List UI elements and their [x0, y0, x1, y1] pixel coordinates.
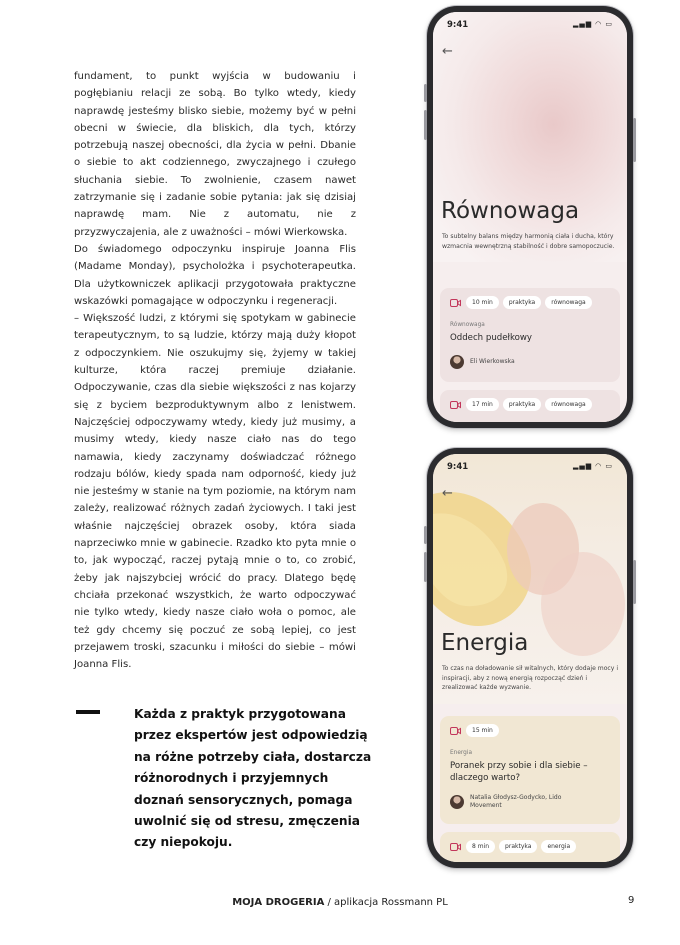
tag-category: energia	[541, 840, 576, 853]
card-author	[450, 355, 590, 369]
practice-card[interactable]	[440, 832, 620, 862]
tag-duration: 15 min	[466, 724, 499, 737]
tag-type: praktyka	[499, 840, 537, 853]
signal-wifi-battery-icon: ▂▄▆ ◠ ▭	[572, 462, 613, 470]
article-paragraph: – Większość ludzi, z którymi się spotykam w gabinecie terapeutycznym, to są ludzie, którzy mają duży kłopot z odpoczynkiem. Nie oszukujmy się, żyjemy w takiej kulturze, która raczej premiuje działanie. Odpoczywanie, czas dla siebie większości z nas kojarzy się z byciem bezproduktywnym albo z lenistwem. Najczęściej odpoczywamy wtedy, kiedy już musimy, a musimy wtedy, kiedy nasze ciało nas do tego namawia, kiedy zaczynamy doświadczać różnego rodzaju bólów, kiedy spada nam odporność, kiedy już nie jesteśmy w stanie na tym poziomie, na którym nam zależy, realizować różnych zadań życiowych. I taki jest właśnie najczęściej obrazek osoby, która siada naprzeciwko mnie w gabinecie. Rzadko kto pyta mnie o to, jak wypocząć, raczej pytają mnie o to, co zrobić, żeby jak najszybciej wrócić do pracy. Dlatego będę chciała przekonać wszystkich, że warto odpoczywać nie tylko wtedy, kiedy nasze ciało woła o pomoc, ale też gdy chcemy się poczuć ze sobą lepiej, co jest przejawem troski, szacunku i miłości do siebie – mówi Joanna Flis.	[74, 313, 356, 671]
card-title: Oddech pudełkowy	[450, 333, 532, 343]
page-footer	[0, 897, 680, 908]
status-time: 9:41	[447, 20, 469, 30]
phone-side-button	[424, 552, 427, 582]
video-icon	[448, 399, 462, 411]
video-icon	[448, 725, 462, 737]
signal-wifi-battery-icon: ▂▄▆ ◠ ▭	[572, 20, 613, 28]
author-name: Eli Wierkowska	[470, 358, 515, 365]
pull-quote: Każda z praktyk przygotowana przez ekspertów jest odpowiedzią na różne potrzeby ciała, dostarcza różnorodnych i przyjemnych doznań sensorycznych, pomaga uwolnić się od stresu, zmęczenia czy niepokoju.	[134, 707, 372, 850]
card-category: Równowaga	[450, 322, 485, 328]
phone-mockup-energia	[427, 448, 633, 868]
card-tags	[448, 296, 592, 309]
phone-side-button	[424, 526, 427, 544]
category-title: Równowaga	[441, 198, 580, 224]
phone-side-button	[633, 118, 636, 162]
status-bar	[447, 462, 613, 472]
footer-brand: MOJA DROGERIA	[232, 897, 325, 908]
tag-type: praktyka	[503, 296, 541, 309]
avatar	[450, 795, 464, 809]
tag-duration: 17 min	[466, 398, 499, 411]
avatar	[450, 355, 464, 369]
card-author	[450, 794, 590, 810]
app-screen	[433, 454, 627, 862]
status-bar	[447, 20, 613, 30]
page-number: 9	[628, 895, 635, 906]
tag-category: równowaga	[545, 398, 591, 411]
category-description: To czas na doładowanie sił witalnych, który dodaje mocy i inspiracji, aby z nową energią rozpocząć dzień i zrealizować każde wyzwanie.	[442, 665, 619, 692]
video-icon	[448, 297, 462, 309]
category-title: Energia	[441, 630, 529, 656]
video-icon	[448, 841, 462, 853]
footer-publication: / aplikacja Rossmann PL	[324, 897, 448, 908]
phone-side-button	[633, 560, 636, 604]
card-tags	[448, 840, 576, 853]
back-arrow-icon[interactable]: ←	[442, 486, 453, 501]
card-tags	[448, 398, 592, 411]
practice-card[interactable]	[440, 716, 620, 824]
phone-side-button	[424, 110, 427, 140]
article-paragraph: fundament, to punkt wyjścia w budowaniu i pogłębianiu relacji ze sobą. Bo tylko wtedy, kiedy naprawdę jesteśmy blisko siebie, możemy być w pełni obecni w świecie, dla bliskich, dla tych, którzy potrzebują naszej obecności, dla życia w pełni. Dbanie o siebie to akt codziennego, zwyczajnego i czułego słuchania siebie. To zwolnienie, czasem nawet zatrzymanie się i zadanie sobie pytania: jak się dzisiaj naprawdę mam. Nie z automatu, nie z przyzwyczajenia, ale z uważności – mówi Wierkowska.	[74, 71, 356, 238]
phone-side-button	[424, 84, 427, 102]
hero-image	[433, 12, 627, 262]
article-body	[74, 68, 356, 673]
practice-card[interactable]	[440, 288, 620, 382]
tag-duration: 8 min	[466, 840, 495, 853]
card-title: Poranek przy sobie i dla siebie – dlaczego warto?	[450, 761, 588, 783]
author-name: Natalia Głodysz-Godycko, Lido Movement	[470, 794, 562, 809]
tag-type: praktyka	[503, 398, 541, 411]
back-arrow-icon[interactable]: ←	[442, 44, 453, 59]
tag-category: równowaga	[545, 296, 591, 309]
article-paragraph: Do świadomego odpoczynku inspiruje Joanna Flis (Madame Monday), psycholożka i psychoterapeutka. Dla użytkowniczek aplikacji przygotowała praktyczne wskazówki pomagające w odpoczynku i regeneracji.	[74, 243, 356, 307]
tag-duration: 10 min	[466, 296, 499, 309]
app-screen	[433, 12, 627, 422]
quote-dash	[76, 710, 100, 714]
phone-mockup-rownowaga	[427, 6, 633, 428]
category-description: To subtelny balans między harmonią ciała i ducha, który wzmacnia wewnętrzną stabilność i dobre samopoczucie.	[442, 233, 615, 250]
status-time: 9:41	[447, 462, 469, 472]
card-tags	[448, 724, 499, 737]
practice-card[interactable]	[440, 390, 620, 422]
card-category: Energia	[450, 750, 473, 756]
